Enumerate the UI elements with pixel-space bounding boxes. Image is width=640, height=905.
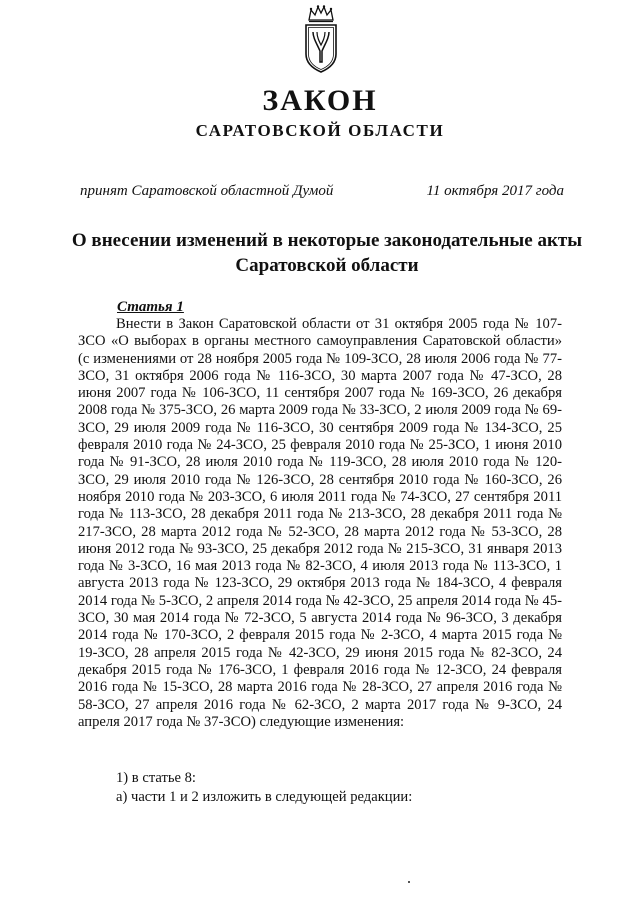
adopted-date: 11 октября 2017 года: [426, 183, 564, 199]
list-item-2: а) части 1 и 2 изложить в следующей редакции:: [116, 789, 413, 805]
adoption-line: [80, 183, 564, 200]
law-heading: О внесении изменений в некоторые законодательные акты Саратовской области: [71, 230, 583, 276]
article-body: Внести в Закон Саратовской области от 31 октября 2005 года № 107-ЗСО «О выборах в органы местного самоуправления Саратовской области» (с изменениями от 28 ноября 2005 года № 109-ЗСО, 28 июля 2006 года № 77-ЗСО, 31 октября 2006 года № 116-ЗСО, 30 марта 2007 года № 47-ЗСО, 28 июня 2007 года № 106-ЗСО, 11 сентября 2007 года № 169-ЗСО, 26 декабря 2008 года № 375-ЗСО, 26 марта 2009 года № 33-ЗСО, 2 июля 2009 года № 69-ЗСО, 29 июля 2009 года № 116-ЗСО, 30 сентября 2009 года № 134-ЗСО, 25 февраля 2010 года № 24-ЗСО, 25 февраля 2010 года № 25-ЗСО, 1 июня 2010 года № 91-ЗСО, 28 июля 2010 года № 119-ЗСО, 28 июля 2010 года № 120-ЗСО, 29 июля 2010 года № 126-ЗСО, 28 сентября 2010 года № 160-ЗСО, 26 ноября 2010 года № 203-ЗСО, 6 июля 2011 года № 74-ЗСО, 27 сентября 2011 года № 113-ЗСО, 28 декабря 2011 года № 213-ЗСО, 28 декабря 2011 года № 217-ЗСО, 28 марта 2012 года № 52-ЗСО, 28 марта 2012 года № 53-ЗСО, 28 июня 2012 года № 93-ЗСО, 25 декабря 2012 года № 215-ЗСО, 31 января 2013 года № 3-ЗСО, 16 мая 2013 года № 82-ЗСО, 4 июля 2013 года № 113-ЗСО, 1 августа 2013 года № 123-ЗСО, 29 октября 2013 года № 184-ЗСО, 4 февраля 2014 года № 5-ЗСО, 2 апреля 2014 года № 42-ЗСО, 25 апреля 2014 года № 45-ЗСО, 30 мая 2014 года № 72-ЗСО, 5 августа 2014 года № 96-ЗСО, 3 декабря 2014 года № 170-ЗСО, 2 февраля 2015 года № 2-ЗСО, 4 марта 2015 года № 19-ЗСО, 28 апреля 2015 года № 42-ЗСО, 29 июня 2015 года № 82-ЗСО, 24 декабря 2015 года № 176-ЗСО, 1 февраля 2016 года № 12-ЗСО, 24 февраля 2016 года № 15-ЗСО, 28 марта 2016 года № 28-ЗСО, 27 апреля 2016 года № 58-ЗСО, 27 апреля 2016 года № 62-ЗСО, 2 марта 2017 года № 9-ЗСО, 24 апреля 2017 года № 37-ЗСО) следующие изменения:: [78, 316, 562, 730]
list-item-1: 1) в статье 8:: [116, 770, 196, 786]
adopted-by: принят Саратовской областной Думой: [80, 183, 334, 199]
region-subtitle: САРАТОВСКОЙ ОБЛАСТИ: [195, 121, 445, 140]
article-label: Статья 1: [117, 299, 184, 315]
law-title: ЗАКОН: [262, 84, 378, 117]
saratov-coat-of-arms-icon: [298, 4, 344, 74]
scan-speck: [408, 881, 410, 883]
